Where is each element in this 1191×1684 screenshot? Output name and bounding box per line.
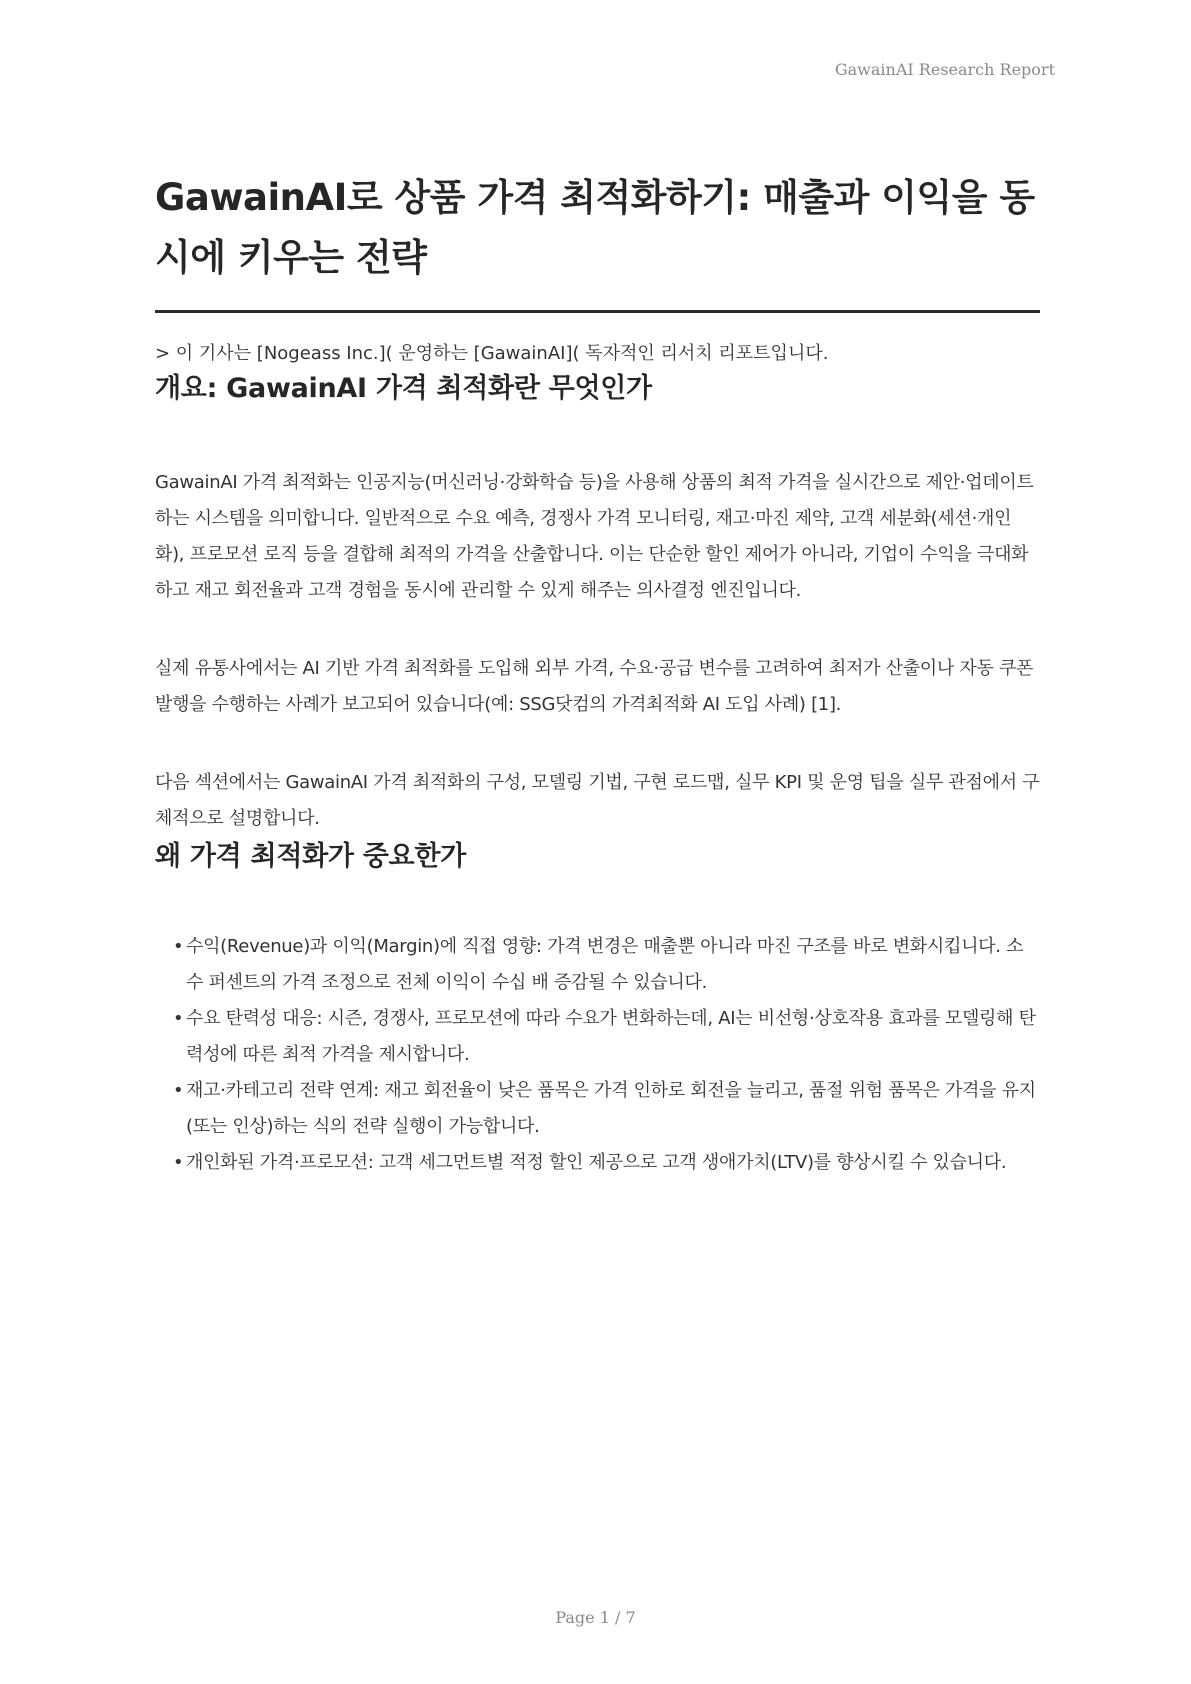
running-header: GawainAI Research Report <box>834 60 1055 79</box>
document-body <box>155 168 1040 1181</box>
list-item <box>155 1073 1040 1145</box>
list-item-text: 수요 탄력성 대응: 시즌, 경쟁사, 프로모션에 따라 수요가 변화하는데, AI는 비선형·상호작용 효과를 모델링해 탄력성에 따른 최적 가격을 제시합니다. <box>186 1008 1036 1065</box>
list-item-text: 재고·카테고리 전략 연계: 재고 회전율이 낮은 품목은 가격 인하로 회전을 늘리고, 품절 위험 품목은 가격을 유지(또는 인상)하는 식의 전략 실행이 가능합니다. <box>186 1080 1036 1137</box>
paragraph: 실제 유통사에서는 AI 기반 가격 최적화를 도입해 외부 가격, 수요·공급 변수를 고려하여 최저가 산출이나 자동 쿠폰 발행을 수행하는 사례가 보고되어 있습니다(예: SSG닷컴의 가격최적화 AI 도입 사례) [1]. <box>155 658 1034 715</box>
paragraph: 다음 섹션에서는 GawainAI 가격 최적화의 구성, 모델링 기법, 구현 로드맵, 실무 KPI 및 운영 팁을 실무 관점에서 구체적으로 설명합니다. <box>155 772 1040 829</box>
bullet-icon: • <box>173 936 184 957</box>
byline: > 이 기사는 [Nogeass Inc.]( 운영하는 [GawainAI]( 독자적인 리서치 리포트입니다. <box>155 343 829 364</box>
section-heading-overview: 개요: GawainAI 가격 최적화란 무엇인가 <box>155 373 652 404</box>
list-item-text: 개인화된 가격·프로모션: 고객 세그먼트별 적정 할인 제공으로 고객 생애가치(LTV)를 향상시킬 수 있습니다. <box>186 1152 1007 1173</box>
paragraph: GawainAI 가격 최적화는 인공지능(머신러닝·강화학습 등)을 사용해 상품의 최적 가격을 실시간으로 제안·업데이트하는 시스템을 의미합니다. 일반적으로 수요 예측, 경쟁사 가격 모니터링, 재고·마진 제약, 고객 세분화(세션·개인화), 프로모션 로직 등을 결합해 최적의 가격을 산출합니다. 이는 단순한 할인 제어가 아니라, 기업이 수익을 극대화하고 재고 회전율과 고객 경험을 동시에 관리할 수 있게 해주는 의사결정 엔진입니다. <box>155 472 1034 601</box>
bullet-icon: • <box>173 1008 184 1029</box>
list-item <box>155 1145 1040 1181</box>
bullet-icon: • <box>173 1152 184 1173</box>
title-divider <box>155 310 1040 313</box>
bullet-list <box>155 929 1040 1181</box>
document-title: GawainAI로 상품 가격 최적화하기: 매출과 이익을 동시에 키우는 전략 <box>155 176 1035 279</box>
page-number: Page 1 / 7 <box>555 1608 636 1627</box>
section-heading-why: 왜 가격 최적화가 중요한가 <box>155 841 466 872</box>
list-item <box>155 1001 1040 1073</box>
list-item-text: 수익(Revenue)과 이익(Margin)에 직접 영향: 가격 변경은 매출뿐 아니라 마진 구조를 바로 변화시킵니다. 소수 퍼센트의 가격 조정으로 전체 이익이 수십 배 증감될 수 있습니다. <box>186 936 1024 993</box>
bullet-icon: • <box>173 1080 184 1101</box>
list-item <box>155 929 1040 1001</box>
